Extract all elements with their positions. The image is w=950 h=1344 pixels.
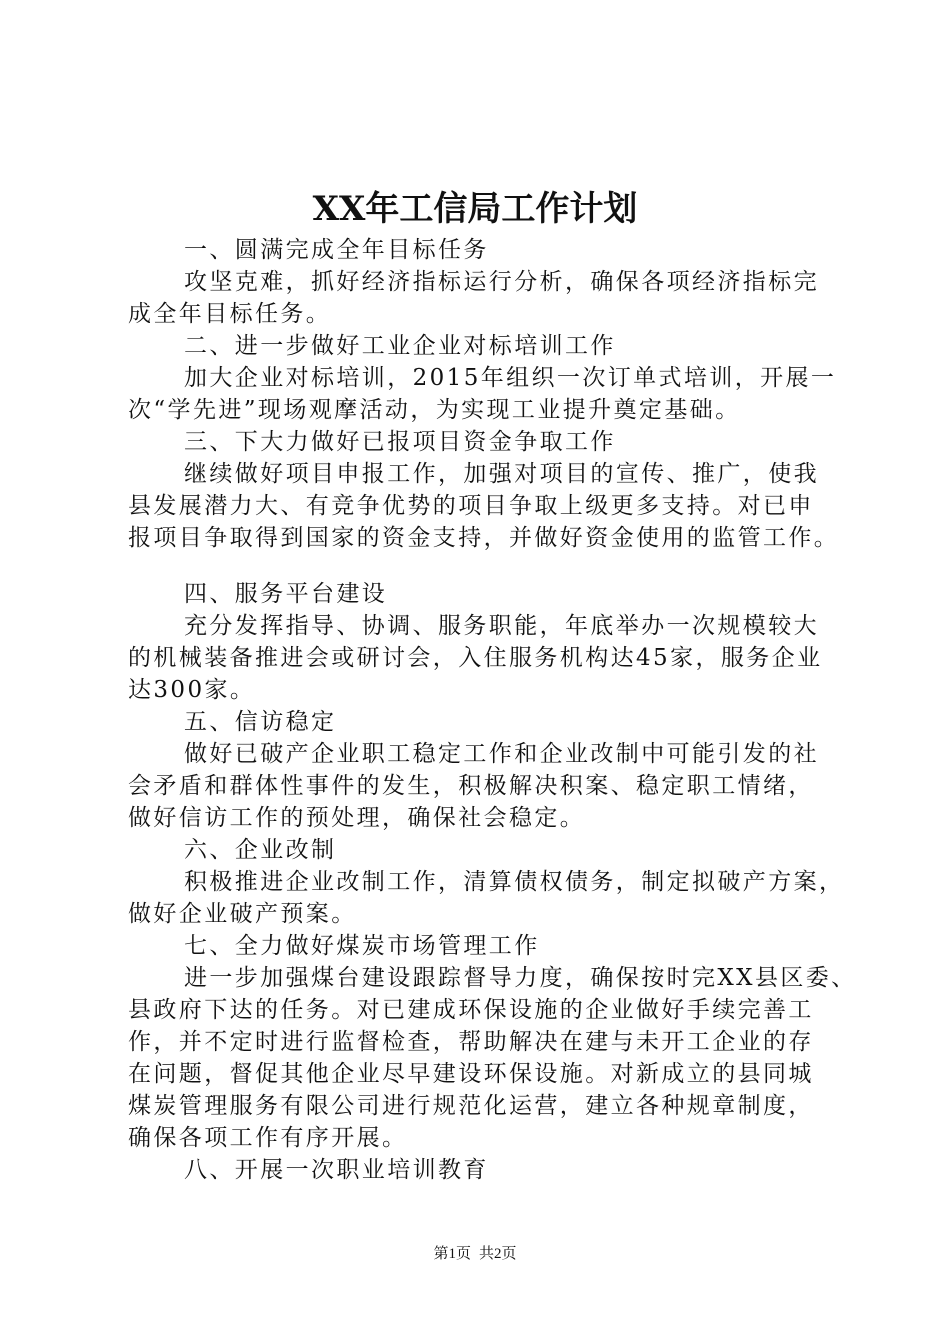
paragraph-line: 继续做好项目申报工作，加强对项目的宣传、推广，使我 [184,461,819,487]
document-body [128,234,857,1186]
paragraph-line: 进一步加强煤台建设跟踪督导力度，确保按时完XX县区委、 [184,965,857,991]
paragraph-line: 做好企业破产预案。 [128,901,357,927]
section-heading: 二、进一步做好工业企业对标培训工作 [184,333,616,359]
section-heading: 七、全力做好煤炭市场管理工作 [184,933,540,959]
page-total: 共2页 [479,1246,517,1262]
paragraph-line: 县发展潜力大、有竞争优势的项目争取上级更多支持。对已申 [128,493,814,519]
paragraph-line: 积极推进企业改制工作，清算债权债务，制定拟破产方案， [184,869,845,895]
paragraph-line: 成全年目标任务。 [128,301,332,327]
paragraph-line: 的机械装备推进会或研讨会，入住服务机构达45家，服务企业 [128,645,823,671]
paragraph-line: 会矛盾和群体性事件的发生，积极解决积案、稳定职工情绪， [128,773,814,799]
page-number: 第1页 [433,1246,471,1262]
paragraph-line: 在问题，督促其他企业尽早建设环保设施。对新成立的县同城 [128,1061,814,1087]
paragraph-line: 县政府下达的任务。对已建成环保设施的企业做好手续完善工 [128,997,814,1023]
section-heading: 八、开展一次职业培训教育 [184,1157,489,1183]
section-heading: 四、服务平台建设 [184,581,388,607]
page-title: XX年工信局工作计划 [312,189,638,229]
section-heading: 五、信访稳定 [184,709,337,735]
paragraph-gap [128,554,840,578]
paragraph-line: 攻坚克难，抓好经济指标运行分析，确保各项经济指标完 [184,269,819,295]
paragraph-line: 做好已破产企业职工稳定工作和企业改制中可能引发的社 [184,741,819,767]
page-footer [0,1244,950,1264]
paragraph-line: 次“学先进”现场观摩活动，为实现工业提升奠定基础。 [128,397,741,423]
paragraph-line: 报项目争取得到国家的资金支持，并做好资金使用的监管工作。 [128,525,840,551]
section-heading: 三、下大力做好已报项目资金争取工作 [184,429,616,455]
paragraph-line: 做好信访工作的预处理，确保社会稳定。 [128,805,586,831]
paragraph-line: 煤炭管理服务有限公司进行规范化运营，建立各种规章制度， [128,1093,814,1119]
section-heading: 一、圆满完成全年目标任务 [184,237,489,263]
paragraph-line: 作，并不定时进行监督检查，帮助解决在建与未开工企业的存 [128,1029,814,1055]
paragraph-line: 确保各项工作有序开展。 [128,1125,408,1151]
paragraph-line: 加大企业对标培训，2015年组织一次订单式培训，开展一 [184,365,837,391]
paragraph-line: 达300家。 [128,677,256,703]
paragraph-line: 充分发挥指导、协调、服务职能，年底举办一次规模较大 [184,613,819,639]
section-heading: 六、企业改制 [184,837,337,863]
